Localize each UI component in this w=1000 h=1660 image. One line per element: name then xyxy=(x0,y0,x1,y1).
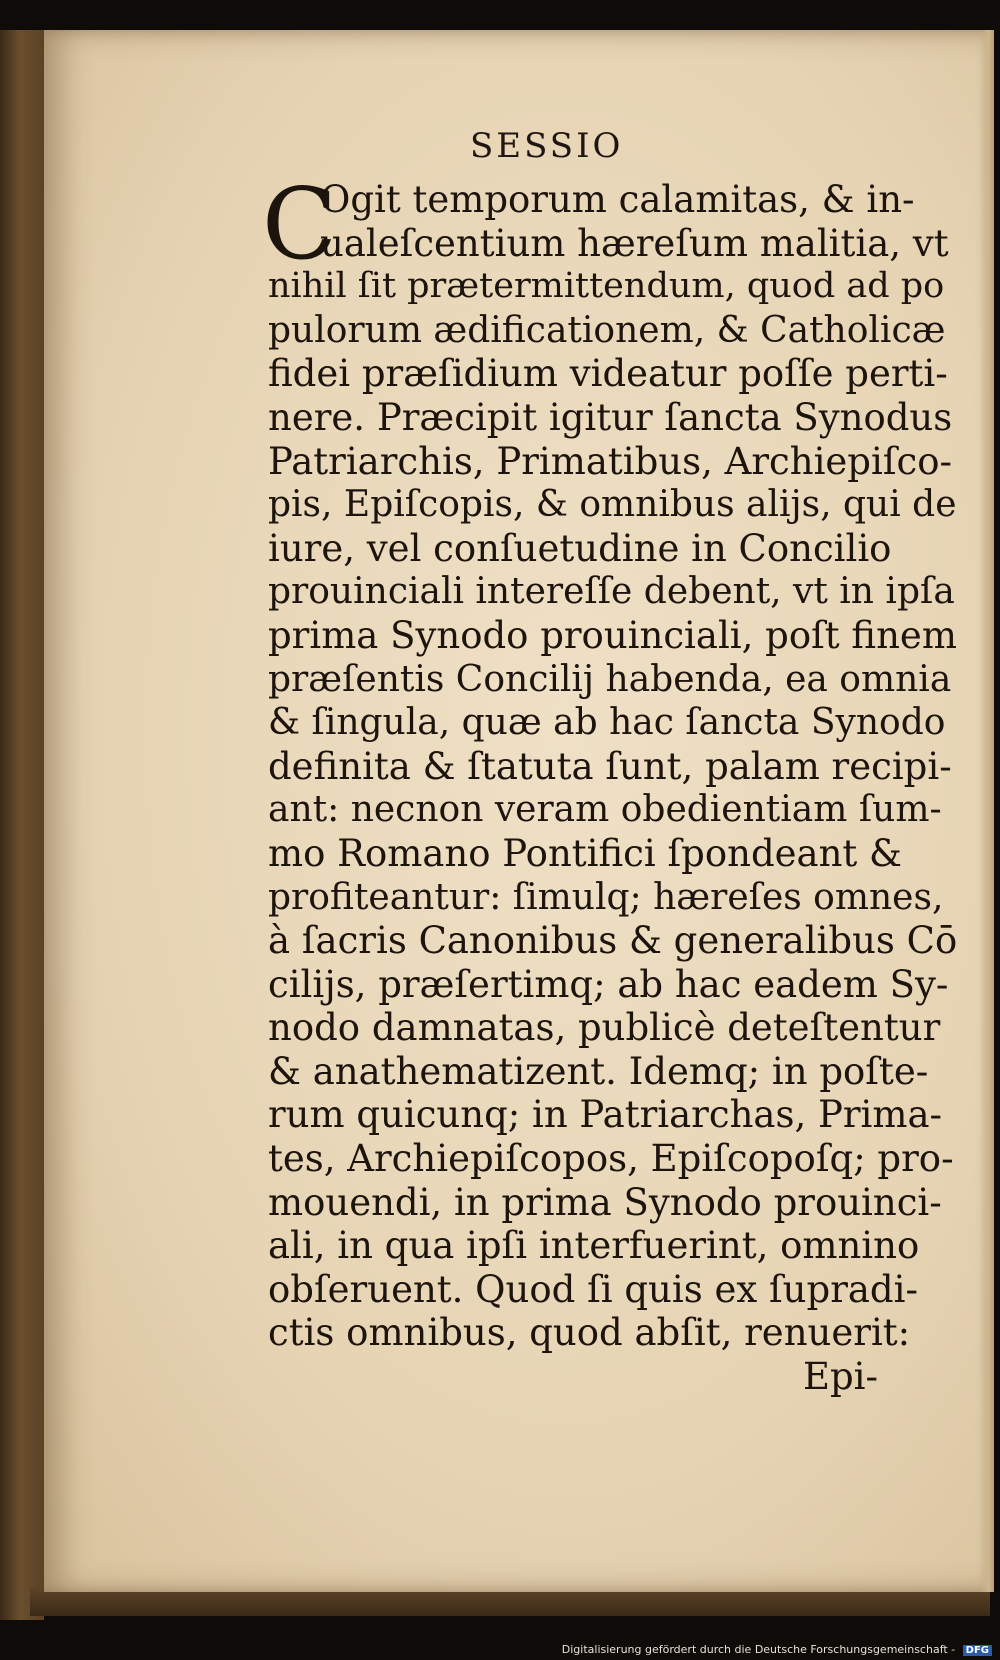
catchword: Epi- xyxy=(802,1355,878,1399)
text-line: nodo damnatas, publicè deteſtentur xyxy=(268,1006,941,1050)
text-line: nihil ſit prætermittendum, quod ad po xyxy=(268,266,945,307)
book-cover-bottom xyxy=(30,1588,990,1616)
text-line: definita & ſtatuta ſunt, palam recipi- xyxy=(268,744,952,788)
text-line: iure, vel conſuetudine in Concilio xyxy=(268,526,892,570)
text-line: Ogit temporum calamitas, & in- xyxy=(320,178,915,221)
text-line: profiteantur: ſimulq; hæreſes omnes, xyxy=(268,876,944,918)
running-heading: SESSIO xyxy=(470,126,624,166)
text-line: prouinciali intereſſe debent, vt in ipſa xyxy=(268,571,955,613)
text-line: à ſacris Canonibus & generalibus Cō xyxy=(268,919,958,963)
text-line: obſeruent. Quod ſi quis ex ſupradi- xyxy=(268,1267,918,1311)
book-cover-edge xyxy=(0,30,44,1620)
digitization-credit xyxy=(562,1643,992,1656)
text-line: pulorum ædificationem, & Catholicæ xyxy=(268,309,946,351)
text-line: præſentis Concilij habenda, ea omnia xyxy=(268,658,952,700)
text-line: prima Synodo prouinciali, poſt finem xyxy=(268,613,957,657)
text-line: tes, Archiepiſcopos, Epiſcopoſq; pro- xyxy=(268,1137,954,1181)
text-line: cilijs, præſertimq; ab hac eadem Sy- xyxy=(268,962,949,1006)
dfg-logo-icon: DFG xyxy=(963,1645,992,1656)
text-line: mo Romano Pontifici ſpondeant & xyxy=(268,831,902,875)
text-line: ant: necnon veram obedientiam ſum- xyxy=(268,789,942,831)
text-line: & ſingula, quæ ab hac ſancta Synodo xyxy=(268,702,946,744)
text-line: nere. Præcipit igitur ſancta Synodus xyxy=(268,395,953,439)
text-line: Patriarchis, Primatibus, Archiepiſco- xyxy=(268,439,953,483)
text-line: ualeſcentium hæreſum malitia, vt xyxy=(320,221,949,265)
text-line: mouendi, in prima Synodo prouinci- xyxy=(268,1180,942,1224)
text-line: pis, Epiſcopis, & omnibus alijs, qui de xyxy=(268,484,957,526)
text-line: rum quicunq; in Patriarchas, Prima- xyxy=(268,1093,943,1137)
text-line: ali, in qua ipſi interfuerint, omnino xyxy=(268,1224,920,1268)
credit-text: Digitalisierung gefördert durch die Deutsche Forschungsgemeinschaft - xyxy=(561,1643,956,1656)
drop-cap-initial: C xyxy=(262,168,337,282)
text-line: fidei præſidium videatur poſſe perti- xyxy=(268,352,948,396)
page-edge xyxy=(980,30,994,1592)
text-line: & anathematizent. Idemq; in poſte- xyxy=(268,1049,929,1093)
body-text xyxy=(262,168,958,1399)
text-line: ctis omnibus, quod abſit, renuerit: xyxy=(268,1311,911,1355)
